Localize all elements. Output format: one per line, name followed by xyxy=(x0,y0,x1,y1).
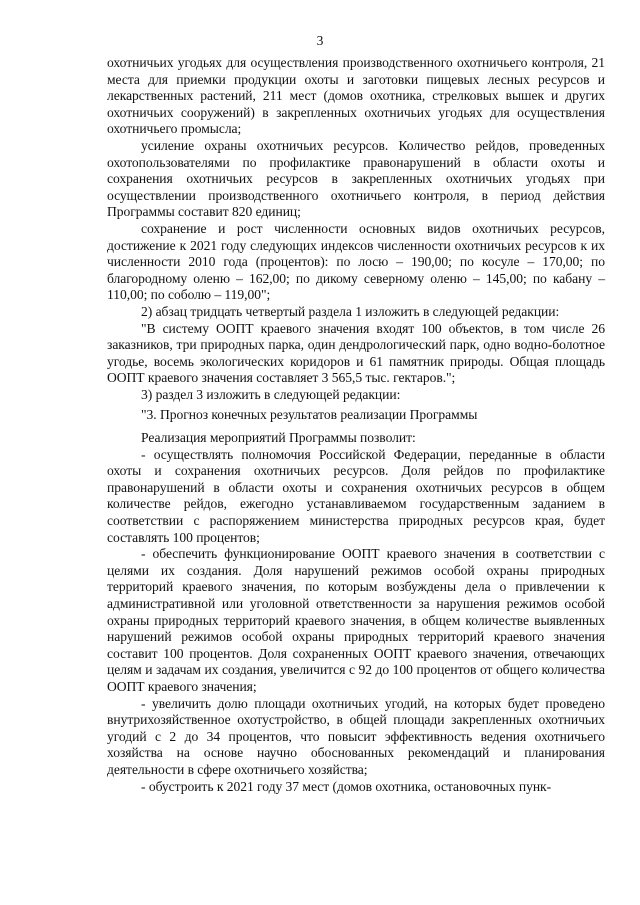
list-item-facilities: - обустроить к 2021 году 37 мест (домов охотника, остановочных пунк- xyxy=(141,778,552,794)
list-item-protected-areas: - обеспечить функционирование ООПТ краевого значения в соответствии с целями их создания. Доля нарушений режимов особой охраны природных территорий краевого значения, по которым возбуждены дела о привлечении к административной или уголовной ответственности за нарушения режимов особой охраны природных территорий краевого значения, в общем количестве выявленных нарушений режимов особой охраны природных территорий краевого значения составит 100 процентов. Доля сохраненных ООПТ краевого значения, отвечающих целям и задачам их создания, увеличится с 92 до 100 процентов от общего количества ООПТ краевого значения; xyxy=(107,546,605,694)
page-number: 3 xyxy=(316,33,324,48)
document-body xyxy=(107,55,605,795)
paragraph-population-growth: сохранение и рост численности основных видов охотничьих ресурсов, достижение к 2021 году следующих индексов численности охотничьих ресурсов к их численности 2010 года (процентов): по лосю – 190,00; по косуле – 170,00; по благородному оленю – 162,00; по дикому северному оленю – 145,00; по кабану – 110,00; по соболю – 119,00"; xyxy=(107,220,605,303)
paragraph-protected-areas: "В систему ООПТ краевого значения входят 100 объектов, в том числе 26 заказников, три природных парка, один дендрологический парк, одно водно-болотное угодье, восемь экологических коридоров и 61 памятник природы. Общая площадь ООПТ краевого значения составляет 3 565,5 тыс. гектаров."; xyxy=(107,320,605,386)
section-heading: "3. Прогноз конечных результатов реализации Программы xyxy=(141,407,478,423)
list-item-powers: - осуществлять полномочия Российской Федерации, переданные в области охоты и сохранения охотничьих ресурсов. Доля рейдов по профилактике правонарушений в области охоты и сохранения охотничьих ресурсов в общем количестве рейдов, ежегодно устанавливаемом государственным заданием в соответствии с распоряжением министерства природных ресурсов края, будет составлять 100 процентов; xyxy=(107,446,605,545)
paragraph-amendment-2: 2) абзац тридцать четвертый раздела 1 изложить в следующей редакции: xyxy=(141,303,560,319)
list-item-land-management: - увеличить долю площади охотничьих угодий, на которых будет проведено внутрихозяйственное охотустройство, в общей площади закрепленных охотничьих угодий с 2 до 34 процентов, что повысит эффективность ведения охотничьего хозяйства на основе научно обоснованных рекомендаций и планирования деятельности в сфере охотничьего хозяйства; xyxy=(107,695,605,777)
paragraph-intro: Реализация мероприятий Программы позволит: xyxy=(141,430,416,446)
paragraph-amendment-3: 3) раздел 3 изложить в следующей редакции: xyxy=(141,386,401,402)
paragraph-continuation: охотничьих угодьях для осуществления производственного охотничьего контроля, 21 места для приемки продукции охоты и заготовки пищевых лесных ресурсов и лекарственных растений, 211 мест (домов охотника, стрелковых вышек и других охотничьих сооружений) в закрепленных охотничьих угодьях для осуществления охотничьего промысла; xyxy=(107,55,605,137)
paragraph-hunting-protection: усиление охраны охотничьих ресурсов. Количество рейдов, проведенных охотопользователями по профилактике правонарушений в области охоты и сохранения охотничьих ресурсов в закрепленных охотничьих угодьях при осуществлении производственного охотничьего контроля, в период действия Программы составит 820 единиц; xyxy=(107,137,605,220)
